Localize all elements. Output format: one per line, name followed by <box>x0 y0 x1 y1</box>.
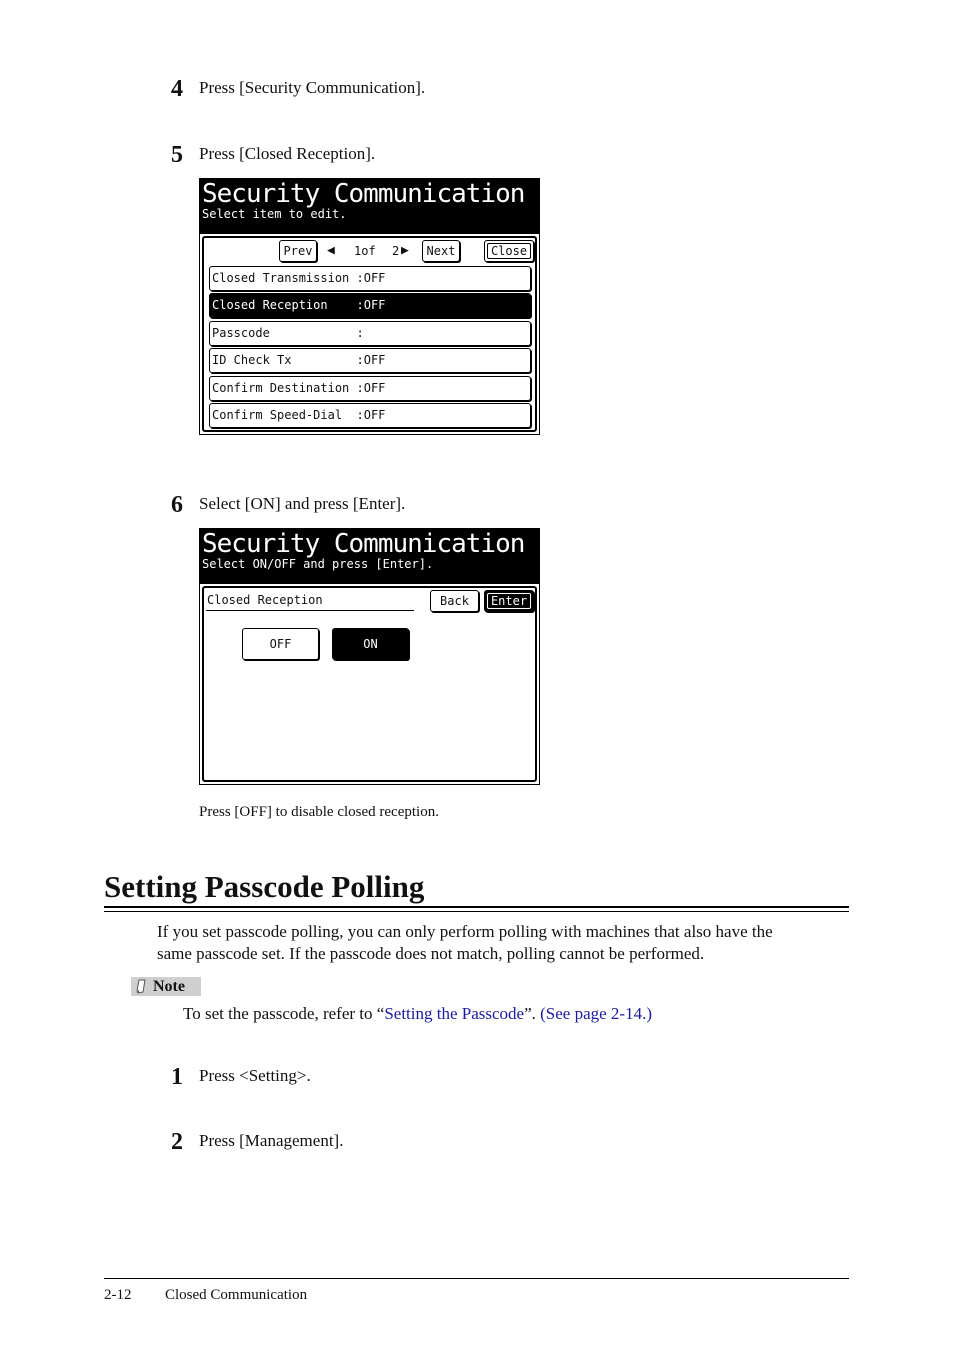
screen-subtitle: Select ON/OFF and press [Enter]. <box>202 557 434 571</box>
paragraph-line-1: If you set passcode polling, you can only perform polling with machines that also have the <box>157 922 773 941</box>
footer-chapter-title: Closed Communication <box>165 1287 308 1303</box>
next-label: Next <box>426 244 456 258</box>
note-prefix: To set the passcode, refer to “ <box>183 1004 385 1023</box>
heading-rule-thick <box>104 906 849 908</box>
setting-row-id-check-tx[interactable]: ID Check Tx :OFF <box>209 348 531 373</box>
step-1-text: Press <Setting>. <box>199 1066 311 1085</box>
note-mid: ”. <box>524 1004 541 1023</box>
see-page-link[interactable]: (See page 2-14.) <box>540 1004 652 1023</box>
screen-header <box>200 179 539 234</box>
next-button[interactable] <box>422 240 460 262</box>
prev-button[interactable] <box>279 240 317 262</box>
field-label: Closed Reception <box>207 593 323 607</box>
note-badge <box>131 977 201 996</box>
setting-row-confirm-speed-dial[interactable]: Confirm Speed-Dial :OFF <box>209 403 531 428</box>
note-text <box>183 1003 652 1025</box>
security-communication-screen <box>199 178 540 435</box>
screen-caption: Press [OFF] to disable closed reception. <box>199 804 439 820</box>
step-2-number: 2 <box>171 1129 183 1155</box>
step-5-number: 5 <box>171 142 183 168</box>
step-4-text: Press [Security Communication]. <box>199 78 426 97</box>
step-1-number: 1 <box>171 1064 183 1090</box>
field-underline <box>206 610 414 611</box>
section-paragraph <box>157 921 857 965</box>
setting-row-closed-reception[interactable]: Closed Reception :OFF <box>209 293 531 318</box>
setting-the-passcode-link[interactable]: Setting the Passcode <box>384 1004 525 1023</box>
next-arrow-icon: ▶ <box>401 243 409 258</box>
screen-body <box>202 236 537 432</box>
footer-page-number: 2-12 <box>104 1287 132 1303</box>
step-6-number: 6 <box>171 492 183 518</box>
screen-subtitle: Select item to edit. <box>202 207 347 221</box>
prev-arrow-icon: ◀ <box>327 243 335 258</box>
section-heading: Setting Passcode Polling <box>104 869 425 904</box>
step-2-text: Press [Management]. <box>199 1131 344 1150</box>
screen-title: Security Communication <box>202 179 525 209</box>
paragraph-line-2: same passcode set. If the passcode does not match, polling cannot be performed. <box>157 944 705 963</box>
setting-row-passcode[interactable]: Passcode : <box>209 321 531 346</box>
step-5-text: Press [Closed Reception]. <box>199 144 376 163</box>
step-4-number: 4 <box>171 76 183 102</box>
back-button[interactable] <box>430 590 479 612</box>
note-label: Note <box>153 978 185 995</box>
setting-row-closed-transmission[interactable]: Closed Transmission :OFF <box>209 266 531 291</box>
setting-row-confirm-destination[interactable]: Confirm Destination :OFF <box>209 376 531 401</box>
back-label: Back <box>440 594 469 608</box>
off-button[interactable] <box>242 628 319 660</box>
close-button[interactable] <box>484 240 534 262</box>
page-total: 2 <box>392 244 400 258</box>
step-6-text: Select [ON] and press [Enter]. <box>199 494 406 513</box>
screen-body <box>202 586 537 782</box>
enter-button[interactable] <box>484 590 534 612</box>
off-label: OFF <box>269 637 292 651</box>
screen-header <box>200 529 539 584</box>
pencil-note-icon <box>135 979 147 994</box>
page-current: 1of <box>354 244 376 258</box>
on-label: ON <box>363 637 378 651</box>
enter-label: Enter <box>490 594 528 608</box>
on-button[interactable] <box>332 628 409 660</box>
footer-rule <box>104 1278 849 1279</box>
close-label: Close <box>490 244 528 258</box>
closed-reception-screen <box>199 528 540 785</box>
screen-title: Security Communication <box>202 529 525 559</box>
heading-rule-thin <box>104 911 849 912</box>
prev-label: Prev <box>283 244 313 258</box>
